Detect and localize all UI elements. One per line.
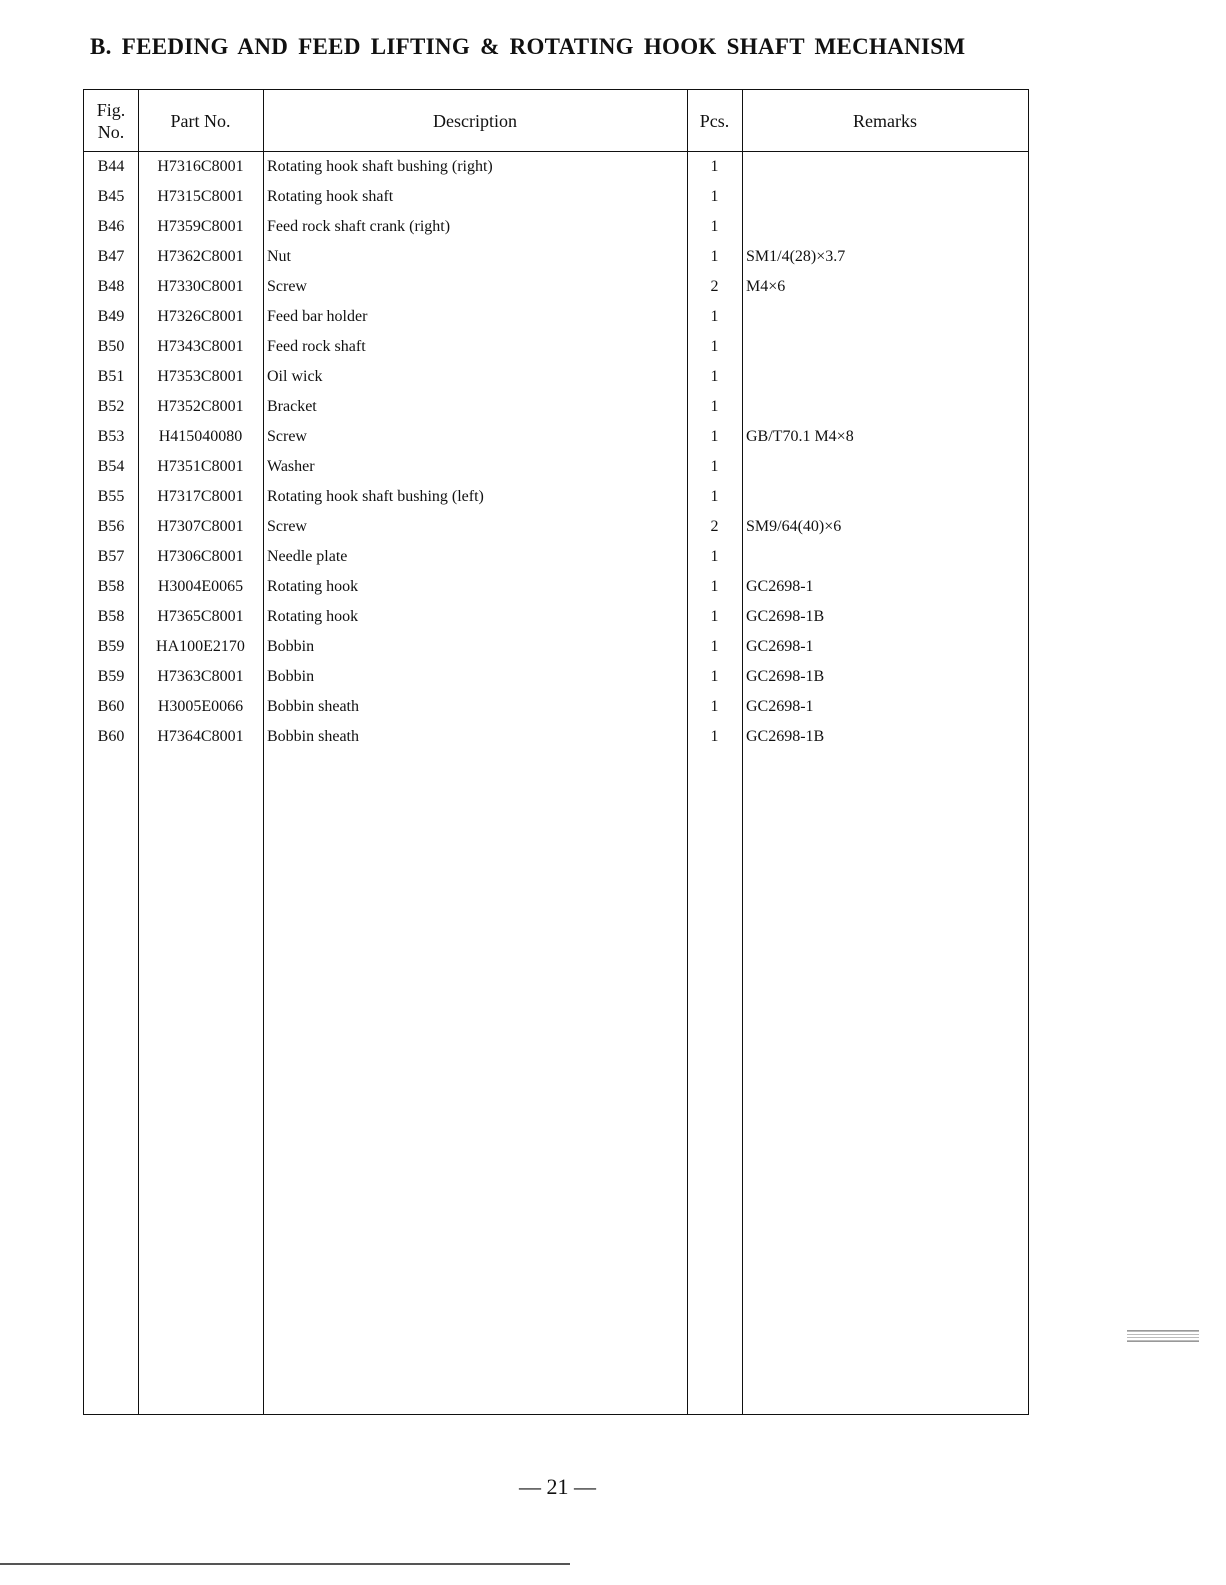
part-no-cell: H7364C8001: [157, 728, 244, 745]
pcs-cell: 1: [710, 668, 719, 685]
table-row: [84, 152, 1028, 182]
table-row: [84, 452, 1028, 482]
remarks-cell: [746, 212, 1026, 242]
header-part-no: Part No.: [170, 110, 231, 131]
remarks-cell: GC2698-1B: [746, 728, 825, 745]
remarks-cell: [746, 152, 1026, 182]
header-description: Description: [433, 110, 517, 131]
description-cell: Screw: [267, 428, 307, 445]
remarks-cell: [746, 362, 1026, 392]
table-row: [84, 722, 1028, 752]
pcs-cell: 1: [710, 728, 719, 745]
fig-no-cell: B49: [97, 308, 125, 325]
remarks-cell: GC2698-1B: [746, 608, 825, 625]
pcs-cell: 1: [710, 368, 719, 385]
fig-no-cell: B60: [97, 728, 125, 745]
remarks-cell: [746, 332, 1026, 362]
table-row: [84, 302, 1028, 332]
table-row: [84, 542, 1028, 572]
fig-no-cell: B56: [97, 518, 125, 535]
fig-no-cell: B58: [97, 578, 125, 595]
part-no-cell: H7353C8001: [157, 368, 244, 385]
part-no-cell: H3005E0066: [157, 698, 244, 715]
part-no-cell: H415040080: [158, 428, 243, 445]
fig-no-cell: B60: [97, 698, 125, 715]
remarks-cell: SM9/64(40)×6: [746, 518, 842, 535]
description-cell: Screw: [267, 518, 307, 535]
description-cell: Bobbin: [267, 668, 315, 685]
description-cell: Feed rock shaft crank (right): [267, 218, 451, 235]
pcs-cell: 1: [710, 578, 719, 595]
table-row: [84, 422, 1028, 452]
part-no-cell: H7317C8001: [157, 488, 244, 505]
fig-no-cell: B59: [97, 638, 125, 655]
header-fig-no: [84, 90, 138, 151]
part-no-cell: HA100E2170: [156, 638, 245, 655]
pcs-cell: 1: [710, 548, 719, 565]
description-cell: Rotating hook: [267, 578, 359, 595]
fig-no-cell: B50: [97, 338, 125, 355]
description-cell: Rotating hook shaft bushing (right): [267, 158, 493, 175]
part-no-cell: H7316C8001: [157, 158, 244, 175]
part-no-cell: H7362C8001: [157, 248, 244, 265]
table-row: [84, 242, 1028, 272]
table-row: [84, 602, 1028, 632]
fig-no-cell: B44: [97, 158, 125, 175]
part-no-cell: H3004E0065: [157, 578, 244, 595]
pcs-cell: 1: [710, 638, 719, 655]
pcs-cell: 2: [710, 518, 719, 535]
pcs-cell: 1: [710, 338, 719, 355]
description-cell: Nut: [267, 248, 291, 265]
fig-no-cell: B59: [97, 668, 125, 685]
pcs-cell: 1: [710, 218, 719, 235]
table-row: [84, 632, 1028, 662]
page-number: — 21 —: [519, 1474, 596, 1499]
fig-no-cell: B57: [97, 548, 125, 565]
remarks-cell: SM1/4(28)×3.7: [746, 248, 846, 265]
part-no-cell: H7343C8001: [157, 338, 244, 355]
part-no-cell: H7351C8001: [157, 458, 244, 475]
pcs-cell: 1: [710, 458, 719, 475]
remarks-cell: GC2698-1B: [746, 668, 825, 685]
part-no-cell: H7352C8001: [157, 398, 244, 415]
header-remarks: Remarks: [853, 110, 917, 131]
pcs-cell: 1: [710, 188, 719, 205]
part-no-cell: H7307C8001: [157, 518, 244, 535]
description-cell: Screw: [267, 278, 307, 295]
fig-no-cell: B48: [97, 278, 125, 295]
fig-no-cell: B51: [97, 368, 125, 385]
fig-no-cell: B47: [97, 248, 125, 265]
page-title: B. FEEDING AND FEED LIFTING & ROTATING HOOK SHAFT MECHANISM: [90, 34, 966, 59]
part-no-cell: H7315C8001: [157, 188, 244, 205]
fig-no-cell: B54: [97, 458, 125, 475]
remarks-cell: [746, 482, 1026, 512]
fig-no-cell: B55: [97, 488, 125, 505]
description-cell: Rotating hook: [267, 608, 359, 625]
table-row: [84, 272, 1028, 302]
fig-no-cell: B58: [97, 608, 125, 625]
header-fig-line1: Fig.: [96, 99, 126, 120]
remarks-cell: [746, 392, 1026, 422]
description-cell: Bobbin sheath: [267, 698, 359, 715]
remarks-cell: GC2698-1: [746, 578, 814, 595]
pcs-cell: 1: [710, 698, 719, 715]
table-row: [84, 572, 1028, 602]
pcs-cell: 1: [710, 308, 719, 325]
scan-artifact: [1127, 1330, 1199, 1342]
table-row: [84, 482, 1028, 512]
description-cell: Rotating hook shaft: [267, 188, 394, 205]
description-cell: Rotating hook shaft bushing (left): [267, 488, 484, 505]
remarks-cell: [746, 452, 1026, 482]
header-fig-line2: No.: [97, 121, 125, 142]
table-row: [84, 512, 1028, 542]
part-no-cell: H7326C8001: [157, 308, 244, 325]
description-cell: Feed rock shaft: [267, 338, 366, 355]
pcs-cell: 1: [710, 488, 719, 505]
header-pcs: Pcs.: [699, 110, 730, 131]
description-cell: Needle plate: [267, 548, 348, 565]
fig-no-cell: B52: [97, 398, 125, 415]
table-row: [84, 212, 1028, 242]
fig-no-cell: B53: [97, 428, 125, 445]
remarks-cell: [746, 302, 1026, 332]
remarks-cell: M4×6: [746, 278, 786, 295]
pcs-cell: 1: [710, 158, 719, 175]
table-row: [84, 332, 1028, 362]
pcs-cell: 1: [710, 398, 719, 415]
description-cell: Feed bar holder: [267, 308, 368, 325]
remarks-cell: [746, 542, 1026, 572]
table-row: [84, 392, 1028, 422]
remarks-cell: [746, 182, 1026, 212]
part-no-cell: H7365C8001: [157, 608, 244, 625]
table-row: [84, 662, 1028, 692]
description-cell: Bracket: [267, 398, 317, 415]
pcs-cell: 1: [710, 428, 719, 445]
remarks-cell: GB/T70.1 M4×8: [746, 428, 854, 445]
part-no-cell: H7363C8001: [157, 668, 244, 685]
description-cell: Bobbin sheath: [267, 728, 359, 745]
table-row: [84, 362, 1028, 392]
pcs-cell: 1: [710, 608, 719, 625]
pcs-cell: 2: [710, 278, 719, 295]
parts-table: [83, 89, 1029, 1415]
table-row: [84, 182, 1028, 212]
fig-no-cell: B46: [97, 218, 125, 235]
description-cell: Bobbin: [267, 638, 315, 655]
fig-no-cell: B45: [97, 188, 125, 205]
description-cell: Washer: [267, 458, 315, 475]
pcs-cell: 1: [710, 248, 719, 265]
scan-edge-line: [0, 1563, 570, 1565]
description-cell: Oil wick: [267, 368, 323, 385]
part-no-cell: H7306C8001: [157, 548, 244, 565]
part-no-cell: H7330C8001: [157, 278, 244, 295]
part-no-cell: H7359C8001: [157, 218, 244, 235]
remarks-cell: GC2698-1: [746, 638, 814, 655]
table-row: [84, 692, 1028, 722]
remarks-cell: GC2698-1: [746, 698, 814, 715]
